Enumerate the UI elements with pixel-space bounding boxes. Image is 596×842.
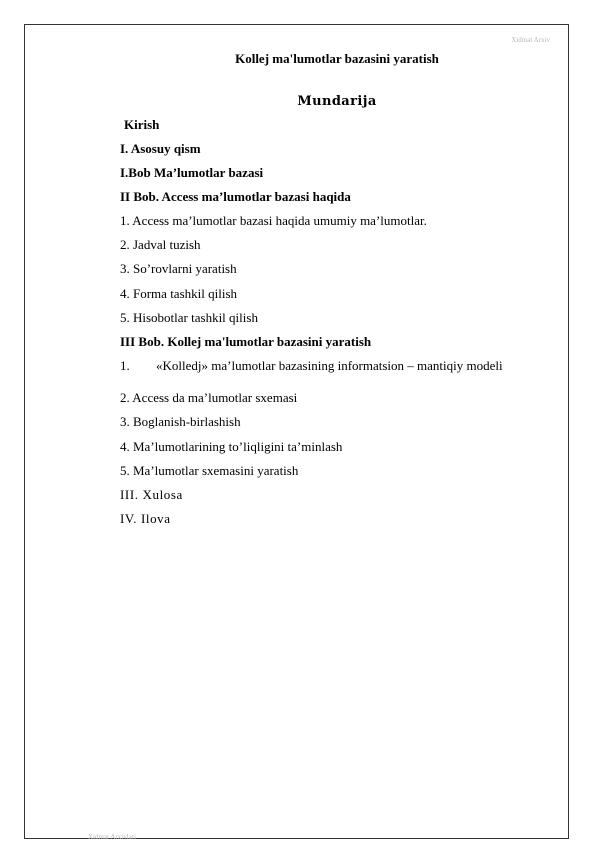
toc-item-bob2-3: 3. So’rovlarni yaratish (120, 261, 237, 276)
toc-item-bob3-4: 4. Ma’lumotlarining to’liqligini ta’minlash (120, 439, 343, 454)
toc-item-asosuy-qism: I. Asosuy qism (120, 141, 201, 156)
toc-item-bob3-5: 5. Ma’lumotlar sxemasini yaratish (120, 463, 299, 478)
toc-item-bob2: II Bob. Access ma’lumotlar bazasi haqida (120, 189, 351, 204)
toc-heading: Mundarija (297, 94, 377, 109)
toc-item-bob3-1 (120, 358, 503, 374)
toc-item-bob1: I.Bob Ma’lumotlar bazasi (120, 165, 264, 180)
toc-item-ilova: IV. Ilova (120, 511, 171, 526)
watermark-top: Xidmat Arxiv (511, 36, 550, 44)
toc-item-bob3-1-number: 1. (120, 358, 130, 373)
toc-item-bob3-1-text: «Kolledj» ma’lumotlar bazasining informatsion – mantiqiy modeli (156, 358, 503, 373)
toc-item-bob2-2: 2. Jadval tuzish (120, 237, 201, 252)
document-title: Kollej ma'lumotlar bazasini yaratish (235, 51, 439, 66)
toc-item-xulosa: III. Xulosa (120, 487, 183, 502)
toc-item-bob2-5: 5. Hisobotlar tashkil qilish (120, 310, 258, 325)
toc-item-bob3: III Bob. Kollej ma'lumotlar bazasini yaratish (120, 334, 372, 349)
toc-item-bob3-3: 3. Boglanish-birlashish (120, 414, 241, 429)
page-border (24, 24, 569, 839)
toc-item-bob2-1: 1. Access ma’lumotlar bazasi haqida umumiy ma’lumotlar. (120, 213, 427, 228)
toc-item-kirish: Kirish (124, 117, 160, 132)
watermark-bottom: Xidmat Arxivlari (88, 833, 137, 841)
toc-item-bob3-2: 2. Access da ma’lumotlar sxemasi (120, 390, 298, 405)
toc-item-bob2-4: 4. Forma tashkil qilish (120, 286, 237, 301)
